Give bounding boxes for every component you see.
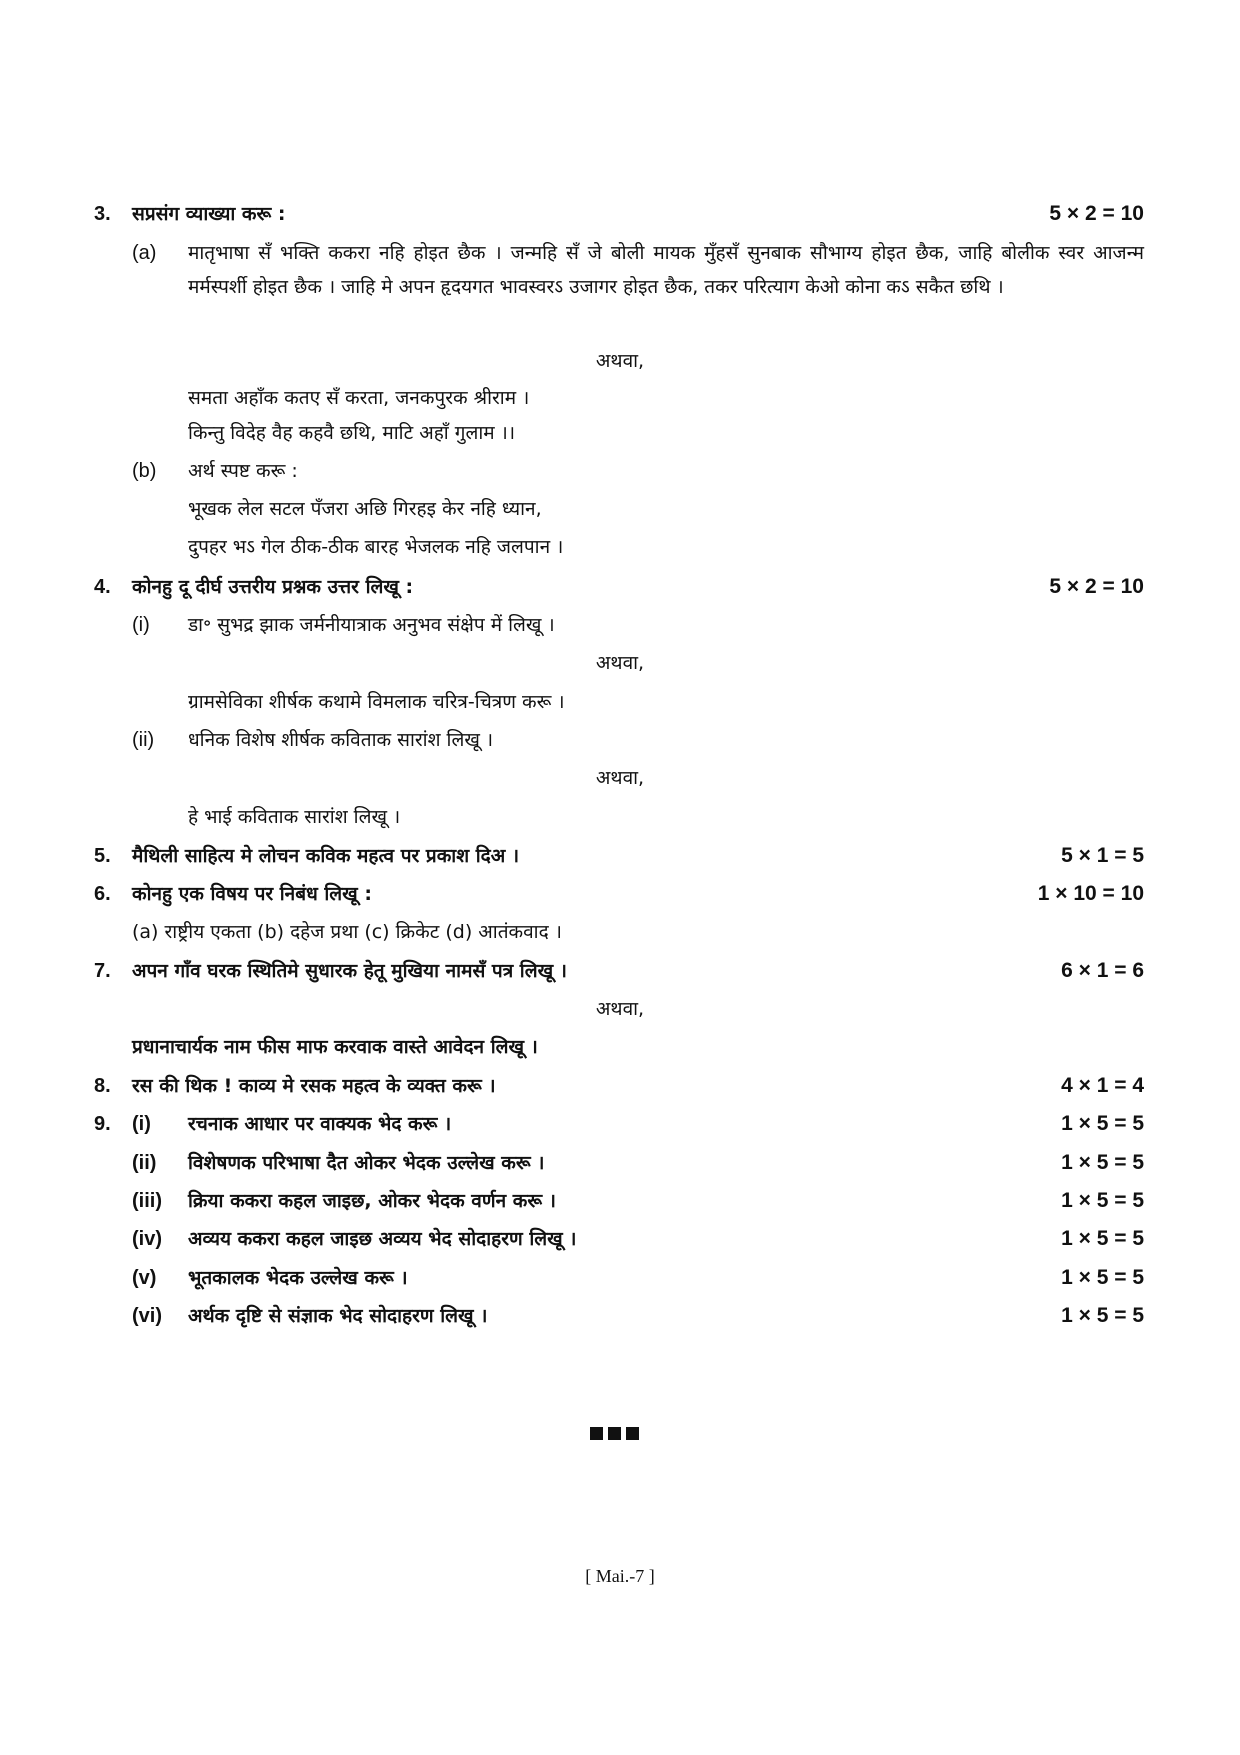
sub-label: (i) <box>132 614 150 636</box>
q3-b-line-2: दुपहर भऽ गेल ठीक-ठीक बारह भेजलक नहि जलपान । <box>188 536 564 558</box>
q4-ii-row: (ii) धनिक विशेष शीर्षक कविताक सारांश लिखू । <box>94 723 1144 757</box>
question-number: 6. <box>94 883 111 905</box>
marks: 1 × 5 = 5 <box>1061 1151 1144 1174</box>
end-of-paper-mark <box>590 1425 644 1444</box>
q7-alt: प्रधानाचार्यक नाम फीस माफ करवाक वास्ते आवेदन लिखू । <box>132 1036 538 1058</box>
q6-options: (a) राष्ट्रीय एकता (b) दहेज प्रथा (c) क्रिकेट (d) आतंकवाद । <box>132 921 562 943</box>
sub-label: (v) <box>132 1267 157 1289</box>
sub-label: (b) <box>132 460 157 482</box>
question-9-item-iii: (iii) क्रिया ककरा कहल जाइछ, ओकर भेदक वर्णन करू । 1 × 5 = 5 <box>94 1184 1144 1218</box>
question-9-item-vi: (vi) अर्थक दृष्टि से संज्ञाक भेद सोदाहरण लिखू । 1 × 5 = 5 <box>94 1299 1144 1333</box>
q3-a-passage: मातृभाषा सँ भक्ति ककरा नहि होइत छैक । जन्महि सँ जे बोली मायक मुँहसँ सुनबाक सौभाग्य होइत छैक, जाहि बोलीक स्वर आजन्म मर्मस्पर्शी होइत छैक । जाहि मे अपन हृदयगत भावस्वरऽ उजागर होइत छैक, तकर परित्याग केओ कोना कऽ सकैत छथि । <box>188 242 1144 298</box>
q4-ii-alt-row: हे भाई कविताक सारांश लिखू । <box>188 806 401 828</box>
question-5: 5. मैथिली साहित्य मे लोचन कविक महत्व पर प्रकाश दिअ । 5 × 1 = 5 <box>94 839 1144 873</box>
question-9-item-i: 9. (i) रचनाक आधार पर वाक्यक भेद करू । 1 × 5 = 5 <box>94 1107 1144 1141</box>
sub-label: (a) <box>132 242 157 264</box>
q3-b-line-1: भूखक लेल सटल पँजरा अछि गिरहइ केर नहि ध्यान, <box>188 498 542 520</box>
q4-i-row: (i) डा॰ सुभद्र झाक जर्मनीयात्राक अनुभव संक्षेप में लिखू । <box>94 608 1144 642</box>
question-3-header <box>94 197 1144 231</box>
sub-label: (ii) <box>132 729 155 751</box>
question-6: 6. कोनहु एक विषय पर निबंध लिखू : 1 × 10 = 10 <box>94 877 1144 911</box>
marks: 1 × 5 = 5 <box>1061 1227 1144 1250</box>
marks: 4 × 1 = 4 <box>1061 1074 1144 1097</box>
question-9-item-ii: (ii) विशेषणक परिभाषा दैत ओकर भेदक उल्लेख करू । 1 × 5 = 5 <box>94 1146 1144 1180</box>
q4-i-alt-row: ग्रामसेविका शीर्षक कथामे विमलाक चरित्र-चित्रण करू । <box>188 691 565 713</box>
marks: 1 × 5 = 5 <box>1061 1266 1144 1289</box>
athva-divider: अथवा, <box>595 998 645 1020</box>
marks: 1 × 10 = 10 <box>1037 882 1144 905</box>
q3-verse-line-1: समता अहाँक कतए सँ करता, जनकपुरक श्रीराम । <box>188 387 530 409</box>
square-icon <box>626 1427 639 1440</box>
sub-label: (ii) <box>132 1152 157 1174</box>
question-7: 7. अपन गाँव घरक स्थितिमे सुधारक हेतू मुखिया नामसँ पत्र लिखू । 6 × 1 = 6 <box>94 954 1144 988</box>
marks: 1 × 5 = 5 <box>1061 1304 1144 1327</box>
question-number: 3. <box>94 203 111 225</box>
marks: 5 × 1 = 5 <box>1061 844 1144 867</box>
question-4-header <box>94 570 1144 604</box>
question-number: 7. <box>94 960 111 982</box>
athva-divider: अथवा, <box>595 767 645 789</box>
athva-divider: अथवा, <box>595 652 645 674</box>
question-title: सप्रसंग व्याख्या करू : <box>132 203 286 225</box>
sub-label: (iii) <box>132 1190 162 1212</box>
page-footer: [ Mai.-7 ] <box>585 1566 655 1586</box>
question-number: 5. <box>94 845 111 867</box>
marks: 6 × 1 = 6 <box>1061 959 1144 982</box>
question-number: 9. <box>94 1113 111 1135</box>
square-icon <box>590 1427 603 1440</box>
question-number: 4. <box>94 576 111 598</box>
marks: 5 × 2 = 10 <box>1049 575 1144 598</box>
sub-label: (i) <box>132 1113 151 1135</box>
marks: 1 × 5 = 5 <box>1061 1189 1144 1212</box>
athva-divider: अथवा, <box>595 350 645 372</box>
q3-b-row: (b) अर्थ स्पष्ट करू : <box>94 454 1144 488</box>
marks: 5 × 2 = 10 <box>1049 202 1144 225</box>
question-8: 8. रस की थिक ! काव्य मे रसक महत्व के व्यक्त करू । 4 × 1 = 4 <box>94 1069 1144 1103</box>
question-9-item-iv: (iv) अव्यय ककरा कहल जाइछ अव्यय भेद सोदाहरण लिखू । 1 × 5 = 5 <box>94 1222 1144 1256</box>
q3-verse-line-2: किन्तु विदेह वैह कहवै छथि, माटि अहाँ गुलाम ।। <box>188 422 516 444</box>
square-icon <box>608 1427 621 1440</box>
sub-label: (iv) <box>132 1228 162 1250</box>
question-9-item-v: (v) भूतकालक भेदक उल्लेख करू । 1 × 5 = 5 <box>94 1261 1144 1295</box>
question-number: 8. <box>94 1075 111 1097</box>
question-title: कोनहु दू दीर्घ उत्तरीय प्रश्नक उत्तर लिखू : <box>132 576 414 598</box>
sub-label: (vi) <box>132 1305 162 1327</box>
marks: 1 × 5 = 5 <box>1061 1112 1144 1135</box>
